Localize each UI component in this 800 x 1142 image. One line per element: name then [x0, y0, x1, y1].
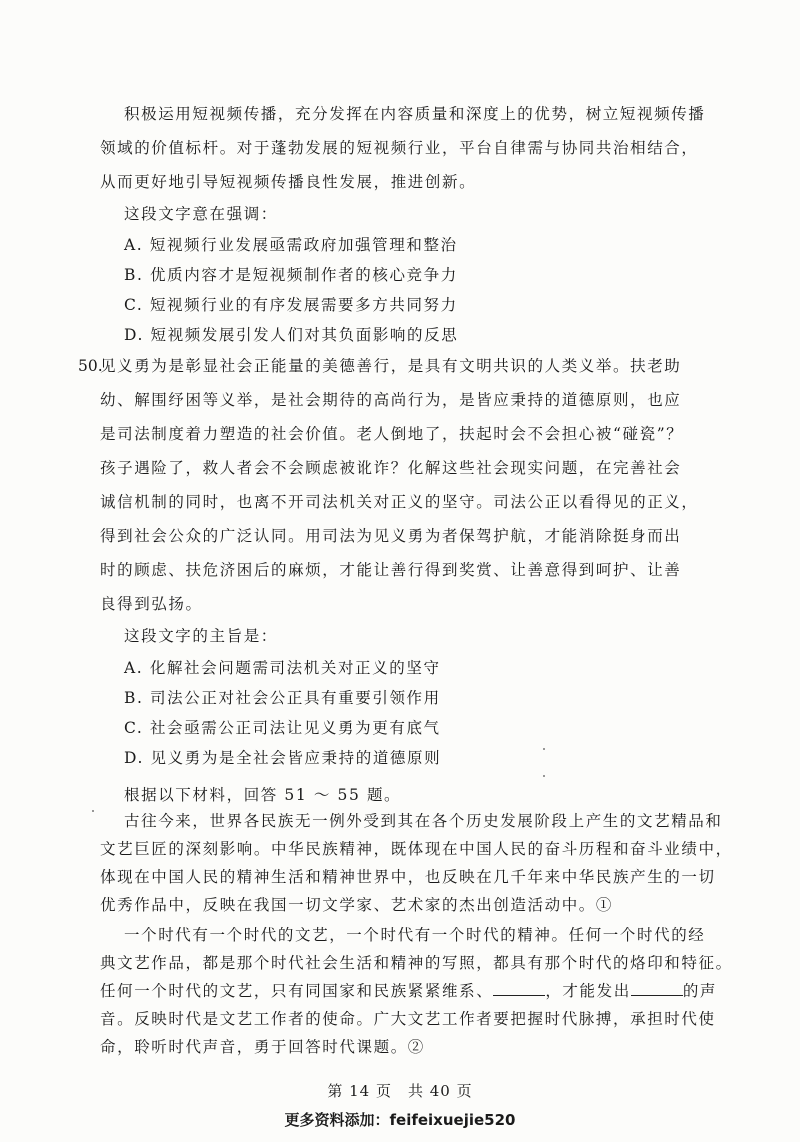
- q50-line: 是司法制度着力塑造的社会价值。老人倒地了，扶起时会不会担心被“碰瓷”？: [100, 425, 684, 443]
- material-line: 命，聆听时代声音，勇于回答时代课题。②: [100, 1038, 425, 1056]
- q50-line: 见义勇为是彰显社会正能量的美德善行，是具有文明共识的人类义举。扶老助: [100, 357, 682, 375]
- q50-line: 孩子遇险了，救人者会不会顾虑被讹诈？化解这些社会现实问题，在完善社会: [100, 459, 682, 477]
- scan-speck: [543, 748, 545, 750]
- material-intro: 根据以下材料，回答 51 ～ 55 题。: [124, 786, 402, 804]
- material-line: 典文艺作品，都是那个时代社会生活和精神的写照，都具有那个时代的烙印和特征。: [100, 954, 733, 972]
- q49-prompt: 这段文字意在强调：: [124, 205, 278, 223]
- material-line: 古往今来，世界各民族无一例外受到其在各个历史发展阶段上产生的文艺精品和: [124, 812, 723, 830]
- q49-option-d: D. 短视频发展引发人们对其负面影响的反思: [124, 326, 459, 344]
- material-line: 优秀作品中，反映在我国一切文学家、艺术家的杰出创造活动中。①: [100, 896, 614, 914]
- fill-blank: [493, 981, 545, 996]
- q50-number: 50.: [78, 357, 103, 375]
- q50-line: 诚信机制的同时，也离不开司法机关对正义的坚守。司法公正以看得见的正义，: [100, 493, 699, 511]
- material-line-with-blanks: [100, 980, 717, 1002]
- q50-option-c: C. 社会亟需公正司法让见义勇为更有底气: [124, 719, 441, 737]
- q50-line: 时的顾虑、扶危济困后的麻烦，才能让善行得到奖赏、让善意得到呵护、让善: [100, 561, 682, 579]
- passage-line: 领域的价值标杆。对于蓬勃发展的短视频行业，平台自律需与协同共治相结合，: [100, 139, 699, 157]
- material-text: ，才能发出: [545, 982, 631, 1000]
- fill-blank: [631, 981, 683, 996]
- q49-option-a: A. 短视频行业发展亟需政府加强管理和整治: [124, 236, 458, 254]
- q50-line: 良得到弘扬。: [100, 595, 203, 613]
- q50-option-a: A. 化解社会问题需司法机关对正义的坚守: [124, 659, 441, 677]
- contact-note: 更多资料添加：feifeixuejie520: [284, 1111, 516, 1129]
- q50-prompt: 这段文字的主旨是：: [124, 627, 278, 645]
- passage-line: 从而更好地引导短视频传播良性发展，推进创新。: [100, 173, 477, 191]
- scan-speck: [92, 810, 94, 812]
- material-text: 任何一个时代的文艺，只有同国家和民族紧紧维系、: [100, 982, 494, 1000]
- scan-speck: [543, 775, 545, 777]
- material-line: 体现在中国人民的精神生活和精神世界中，也反映在几千年来中华民族产生的一切: [100, 868, 716, 886]
- material-line: 文艺巨匠的深刻影响。中华民族精神，既体现在中国人民的奋斗历程和奋斗业绩中，: [100, 840, 733, 858]
- q50-line: 得到社会公众的广泛认同。用司法为见义勇为者保驾护航，才能消除挺身而出: [100, 527, 682, 545]
- q50-option-d: D. 见义勇为是全社会皆应秉持的道德原则: [124, 749, 442, 767]
- q49-option-c: C. 短视频行业的有序发展需要多方共同努力: [124, 296, 458, 314]
- q49-option-b: B. 优质内容才是短视频制作者的核心竞争力: [124, 266, 458, 284]
- material-line: 一个时代有一个时代的文艺，一个时代有一个时代的精神。任何一个时代的经: [124, 926, 706, 944]
- passage-line: 积极运用短视频传播，充分发挥在内容质量和深度上的优势，树立短视频传播: [124, 105, 706, 123]
- page-number: 第 14 页 共 40 页: [327, 1082, 473, 1100]
- q50-option-b: B. 司法公正对社会公正具有重要引领作用: [124, 689, 441, 707]
- material-line: 音。反映时代是文艺工作者的使命。广大文艺工作者要把握时代脉搏，承担时代使: [100, 1010, 716, 1028]
- q50-line: 幼、解围纾困等义举，是社会期待的高尚行为，是皆应秉持的道德原则，也应: [100, 391, 682, 409]
- material-text: 的声: [682, 982, 718, 1000]
